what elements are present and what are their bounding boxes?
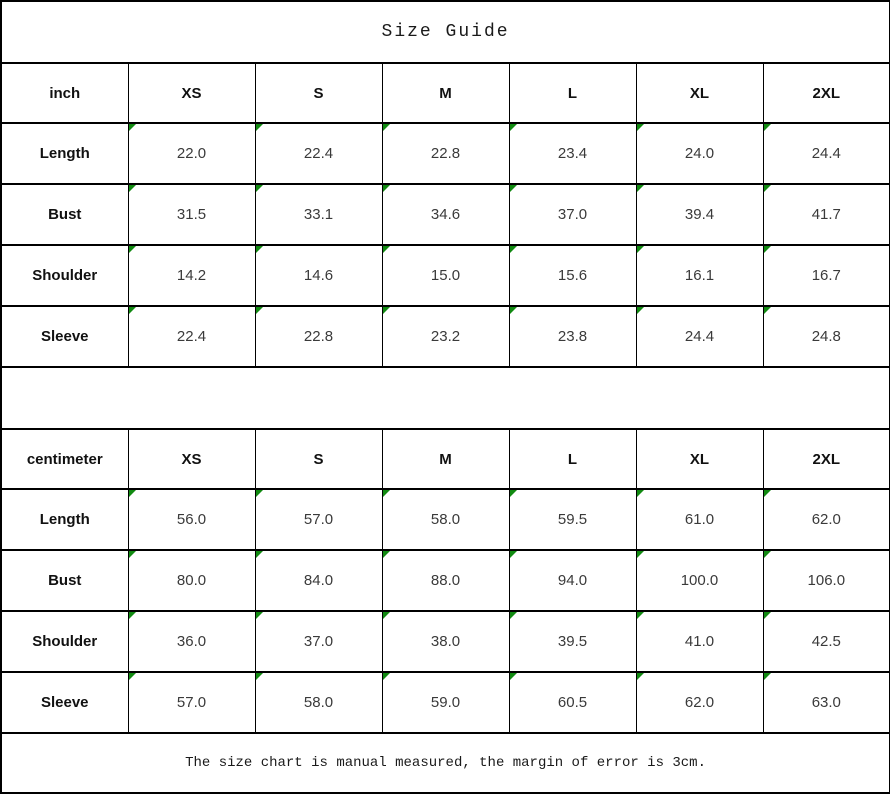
- size-cell: [128, 306, 255, 367]
- size-cell: [382, 489, 509, 550]
- size-cell: [763, 306, 890, 367]
- size-cell: [636, 123, 763, 184]
- cell-corner-marker-icon: [129, 612, 136, 619]
- size-cell: [255, 672, 382, 733]
- row-label: Shoulder: [1, 611, 128, 672]
- cell-corner-marker-icon: [510, 673, 517, 680]
- cell-corner-marker-icon: [383, 124, 390, 131]
- footer-note: The size chart is manual measured, the margin of error is 3cm.: [1, 733, 890, 793]
- size-cell: [509, 184, 636, 245]
- size-cell: [509, 489, 636, 550]
- size-cell: [636, 611, 763, 672]
- cell-value: 16.7: [811, 267, 841, 284]
- cell-corner-marker-icon: [383, 673, 390, 680]
- cell-value: 39.4: [684, 206, 715, 223]
- cell-value: 59.5: [557, 511, 588, 528]
- cell-value: 22.0: [176, 145, 207, 162]
- cell-corner-marker-icon: [764, 246, 771, 253]
- size-header-xl: XL: [636, 63, 763, 123]
- cell-corner-marker-icon: [383, 185, 390, 192]
- spacer-row: [1, 367, 890, 429]
- cell-corner-marker-icon: [129, 551, 136, 558]
- cell-corner-marker-icon: [637, 551, 644, 558]
- size-cell: [382, 550, 509, 611]
- unit-header-inch: inch: [1, 63, 128, 123]
- row-label: Sleeve: [1, 672, 128, 733]
- size-cell: [763, 550, 890, 611]
- cell-value: 36.0: [176, 633, 207, 650]
- cell-corner-marker-icon: [129, 307, 136, 314]
- cell-corner-marker-icon: [764, 551, 771, 558]
- spacer-cell: [1, 367, 890, 429]
- inch-header-row: [1, 63, 890, 123]
- size-header-xs: XS: [128, 429, 255, 489]
- cell-corner-marker-icon: [256, 551, 263, 558]
- size-cell: [382, 245, 509, 306]
- size-header-xl: XL: [636, 429, 763, 489]
- cell-value: 22.8: [303, 328, 334, 345]
- cell-value: 24.4: [811, 145, 841, 162]
- cell-corner-marker-icon: [764, 612, 771, 619]
- cm-shoulder-row: [1, 611, 890, 672]
- cell-value: 106.0: [807, 572, 846, 589]
- cell-corner-marker-icon: [510, 124, 517, 131]
- size-header-l: L: [509, 429, 636, 489]
- cell-corner-marker-icon: [637, 185, 644, 192]
- row-label: Bust: [1, 550, 128, 611]
- cell-value: 62.0: [811, 511, 841, 528]
- cell-corner-marker-icon: [637, 246, 644, 253]
- size-cell: [255, 245, 382, 306]
- cell-corner-marker-icon: [764, 185, 771, 192]
- cell-value: 24.4: [684, 328, 715, 345]
- size-cell: [128, 123, 255, 184]
- row-label: Shoulder: [1, 245, 128, 306]
- cell-corner-marker-icon: [256, 185, 263, 192]
- cell-corner-marker-icon: [256, 246, 263, 253]
- cell-corner-marker-icon: [129, 185, 136, 192]
- cell-value: 56.0: [176, 511, 207, 528]
- cell-corner-marker-icon: [510, 551, 517, 558]
- size-cell: [128, 184, 255, 245]
- row-label: Sleeve: [1, 306, 128, 367]
- size-cell: [128, 245, 255, 306]
- cell-value: 22.4: [176, 328, 207, 345]
- cell-value: 84.0: [303, 572, 334, 589]
- cell-corner-marker-icon: [383, 490, 390, 497]
- size-header-m: M: [382, 63, 509, 123]
- cell-corner-marker-icon: [383, 307, 390, 314]
- size-cell: [128, 611, 255, 672]
- cell-corner-marker-icon: [129, 490, 136, 497]
- size-cell: [382, 672, 509, 733]
- row-label: Bust: [1, 184, 128, 245]
- size-cell: [255, 611, 382, 672]
- cell-value: 38.0: [430, 633, 461, 650]
- size-header-xs: XS: [128, 63, 255, 123]
- cell-corner-marker-icon: [764, 490, 771, 497]
- cell-corner-marker-icon: [129, 673, 136, 680]
- inch-shoulder-row: [1, 245, 890, 306]
- cell-corner-marker-icon: [764, 673, 771, 680]
- inch-sleeve-row: [1, 306, 890, 367]
- cell-value: 57.0: [176, 694, 207, 711]
- cell-corner-marker-icon: [637, 307, 644, 314]
- cell-value: 23.4: [557, 145, 588, 162]
- row-label: Length: [1, 123, 128, 184]
- size-cell: [763, 123, 890, 184]
- cell-corner-marker-icon: [637, 124, 644, 131]
- cell-value: 14.2: [176, 267, 207, 284]
- cell-corner-marker-icon: [637, 673, 644, 680]
- cell-value: 60.5: [557, 694, 588, 711]
- cell-corner-marker-icon: [383, 612, 390, 619]
- size-header-s: S: [255, 429, 382, 489]
- cell-value: 100.0: [680, 572, 719, 589]
- size-cell: [763, 672, 890, 733]
- size-cell: [255, 306, 382, 367]
- cell-corner-marker-icon: [383, 551, 390, 558]
- cell-value: 57.0: [303, 511, 334, 528]
- size-header-2xl: 2XL: [763, 63, 890, 123]
- cell-corner-marker-icon: [764, 307, 771, 314]
- cell-corner-marker-icon: [510, 307, 517, 314]
- cell-corner-marker-icon: [256, 307, 263, 314]
- size-cell: [636, 245, 763, 306]
- cell-value: 59.0: [430, 694, 461, 711]
- cell-value: 41.0: [684, 633, 715, 650]
- cell-value: 63.0: [811, 694, 841, 711]
- inch-bust-row: [1, 184, 890, 245]
- size-cell: [509, 611, 636, 672]
- cm-header-row: [1, 429, 890, 489]
- inch-length-row: [1, 123, 890, 184]
- size-cell: [255, 489, 382, 550]
- size-cell: [509, 672, 636, 733]
- size-cell: [636, 550, 763, 611]
- size-header-l: L: [509, 63, 636, 123]
- row-label: Length: [1, 489, 128, 550]
- cell-value: 62.0: [684, 694, 715, 711]
- cell-corner-marker-icon: [256, 124, 263, 131]
- cell-value: 15.0: [430, 267, 461, 284]
- size-cell: [382, 184, 509, 245]
- size-header-s: S: [255, 63, 382, 123]
- cell-value: 23.2: [430, 328, 461, 345]
- size-cell: [636, 489, 763, 550]
- size-cell: [509, 245, 636, 306]
- size-cell: [509, 123, 636, 184]
- size-cell: [636, 184, 763, 245]
- size-cell: [128, 550, 255, 611]
- size-cell: [382, 123, 509, 184]
- cell-value: 31.5: [176, 206, 207, 223]
- size-header-2xl: 2XL: [763, 429, 890, 489]
- unit-header-centimeter: centimeter: [1, 429, 128, 489]
- cell-corner-marker-icon: [256, 673, 263, 680]
- cell-corner-marker-icon: [256, 490, 263, 497]
- cell-value: 39.5: [557, 633, 588, 650]
- cell-value: 23.8: [557, 328, 588, 345]
- cell-corner-marker-icon: [510, 612, 517, 619]
- size-cell: [636, 306, 763, 367]
- size-cell: [128, 672, 255, 733]
- cell-value: 58.0: [303, 694, 334, 711]
- cell-value: 42.5: [811, 633, 841, 650]
- cell-value: 16.1: [684, 267, 715, 284]
- cell-corner-marker-icon: [637, 490, 644, 497]
- cell-corner-marker-icon: [383, 246, 390, 253]
- cm-length-row: [1, 489, 890, 550]
- footer-row: [1, 733, 890, 793]
- size-cell: [128, 489, 255, 550]
- cell-value: 61.0: [684, 511, 715, 528]
- cell-corner-marker-icon: [637, 612, 644, 619]
- cell-value: 14.6: [303, 267, 334, 284]
- cell-corner-marker-icon: [510, 185, 517, 192]
- cell-corner-marker-icon: [510, 490, 517, 497]
- size-cell: [763, 184, 890, 245]
- cell-value: 58.0: [430, 511, 461, 528]
- cell-value: 41.7: [811, 206, 841, 223]
- cell-value: 24.0: [684, 145, 715, 162]
- size-cell: [763, 245, 890, 306]
- cm-bust-row: [1, 550, 890, 611]
- cell-corner-marker-icon: [129, 246, 136, 253]
- cell-corner-marker-icon: [510, 246, 517, 253]
- cell-value: 94.0: [557, 572, 588, 589]
- cell-corner-marker-icon: [129, 124, 136, 131]
- size-cell: [382, 306, 509, 367]
- cell-value: 24.8: [811, 328, 841, 345]
- cell-value: 80.0: [176, 572, 207, 589]
- size-cell: [255, 123, 382, 184]
- size-cell: [255, 550, 382, 611]
- size-cell: [763, 489, 890, 550]
- size-cell: [255, 184, 382, 245]
- size-cell: [382, 611, 509, 672]
- cell-value: 22.8: [430, 145, 461, 162]
- size-header-m: M: [382, 429, 509, 489]
- size-cell: [636, 672, 763, 733]
- cell-value: 37.0: [557, 206, 588, 223]
- page-title: Size Guide: [1, 1, 890, 63]
- cell-value: 37.0: [303, 633, 334, 650]
- cell-corner-marker-icon: [256, 612, 263, 619]
- size-cell: [509, 550, 636, 611]
- size-cell: [763, 611, 890, 672]
- cell-corner-marker-icon: [764, 124, 771, 131]
- cell-value: 88.0: [430, 572, 461, 589]
- cell-value: 15.6: [557, 267, 588, 284]
- cm-sleeve-row: [1, 672, 890, 733]
- title-row: [1, 1, 890, 63]
- cell-value: 34.6: [430, 206, 461, 223]
- size-cell: [509, 306, 636, 367]
- cell-value: 33.1: [303, 206, 334, 223]
- cell-value: 22.4: [303, 145, 334, 162]
